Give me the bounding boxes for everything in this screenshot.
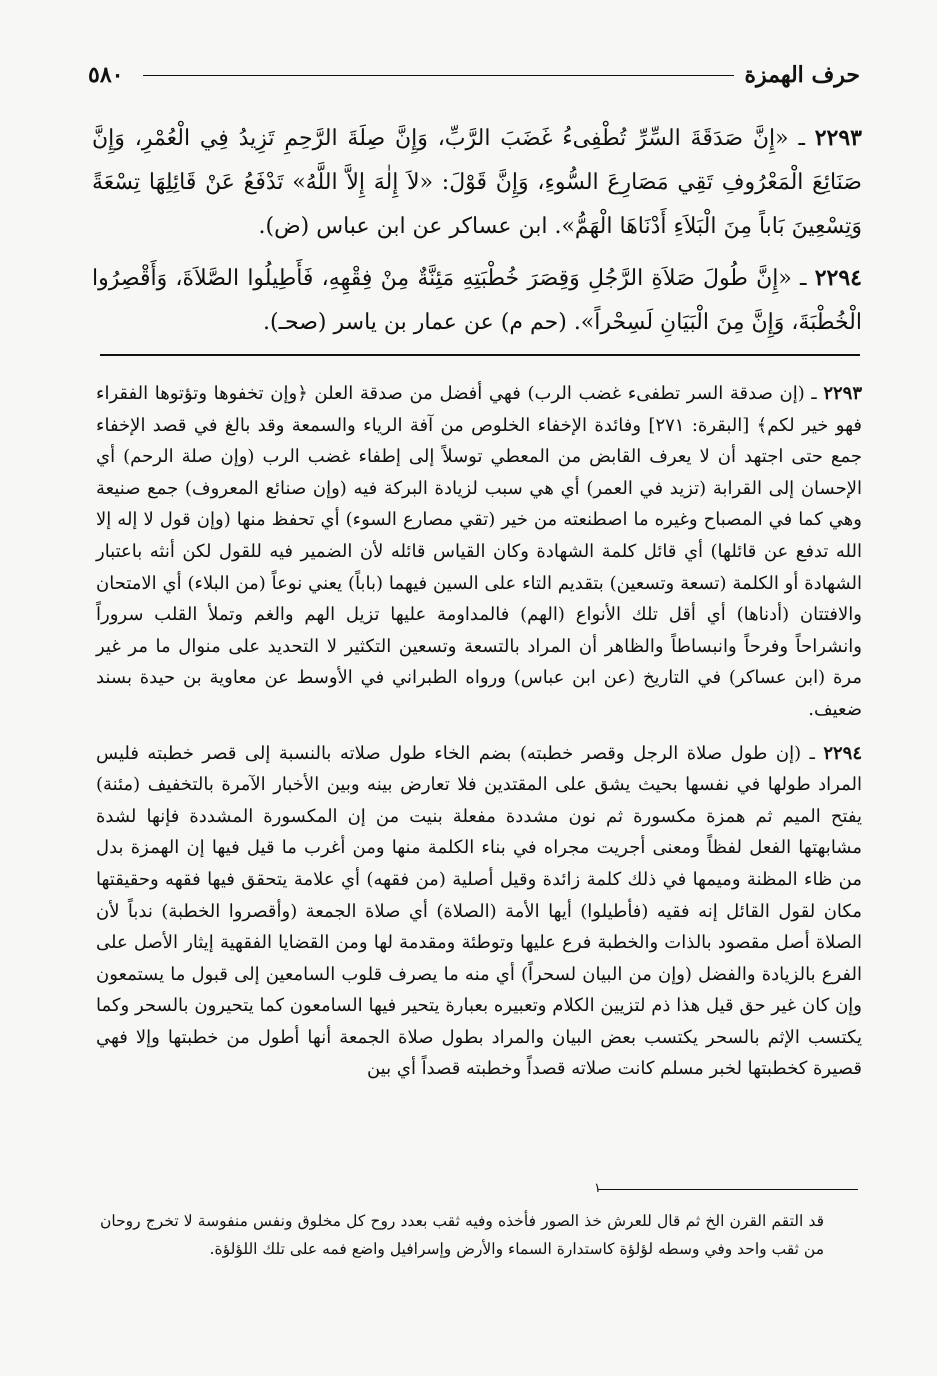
hadith-2294 (92, 256, 862, 345)
commentary-text: ـ (إن طول صلاة الرجل وقصر خطبته) بضم الخاء طول صلاته بالنسبة إلى قصر خطبته فليس المراد طولها في نفسها بحيث يشق على المقتدين فلا تعارض بينه وبين الأخبار الآمرة بالتخفيف (مئنة) يفتح الميم ثم همزة مكسورة ثم نون مشددة مفعلة بنيت من إن المكسورة المشددة فإنها لشدة مشابهتها الفعل لفظاً ومعنى أجريت مجراه في بناء الكلمة منها ومن أغرب ما قيل فيها إن الهمزة بدل من ظاء المظنة وميمها في ذلك كلمة زائدة وقيل أصلية (من فقهه) أي علامة يتحقق فيها فقهه وحقيقتها مكان لقول القائل إنه فقيه (فأطيلوا) أيها الأمة (الصلاة) أي صلاة الجمعة (وأقصروا الخطبة) ندباً لأن الصلاة أصل مقصود بالذات والخطبة فرع عليها وتوطئة ومقدمة لها ومن القضايا الفقهية إيثار الأصل على الفرع بالزيادة والفضل (وإن من البيان لسحراً) أي منه ما يصرف قلوب السامعين إلى قبول ما يستمعون وإن كان غير حق قيل هذا ذم لتزيين الكلام وتعبيره بعبارة يتحير فيها السامعون كما يتحيرون بالسحر وكما يكتسب الإثم بالسحر يكتسب بعض البيان والمراد بطول صلاة الجمعة أنها أطول من خطبتها وإلا فهي قصيرة كخطبتها لخبر مسلم كانت صلاته قصداً وخطبته قصداً أي بين (96, 742, 862, 1080)
hadith-text: ـ «إِنَّ صَدَقَةَ السِّرِّ تُطْفِىءُ غَضَبَ الرَّبِّ، وَإِنَّ صِلَةَ الرَّحِمِ تَزِيدُ فِي الْعُمْرِ، وَإِنَّ صَنَائِعَ الْمَعْرُوفِ تَقِي مَصَارِعَ السُّوءِ، وَإِنَّ قَوْلَ: «لاَ إِلٰهَ إِلاَّ اللَّهُ» تَدْفَعُ عَنْ قَائِلِهَا تِسْعَةً وَتِسْعِينَ بَاباً مِنَ الْبَلاَءِ أَدْنَاهَا الْهَمُّ». ابن عساكر عن ابن عباس (ض). (92, 126, 862, 239)
page-header (88, 58, 860, 92)
header-rule (143, 75, 734, 76)
text-separator (100, 354, 860, 356)
commentary-number: ٢٢٩٣ (823, 383, 862, 404)
footnote (100, 1207, 824, 1263)
commentary (96, 378, 862, 1097)
page-number: ٥٨٠ (88, 62, 124, 88)
footnote-separator (598, 1189, 858, 1190)
hadith-number: ٢٢٩٣ (814, 125, 862, 151)
footnote-text: قد التقم القرن الخ ثم قال للعرش خذ الصور فأخذه وفيه ثقب بعدد روح كل مخلوق ونفس منفوسة لا تخرج روحان من ثقب واحد وفي وسطه لؤلؤة كاستدارة السماء والأرض وإسرافيل واضع فمه على تلك اللؤلؤة. (100, 1212, 824, 1258)
commentary-2294 (96, 738, 862, 1086)
commentary-text: ـ (إن صدقة السر تطفىء غضب الرب) فهي أفضل من صدقة العلن ﴿وإن تخفوها وتؤتوها الفقراء فهو خير لكم﴾ [البقرة: ٢٧١] وفائدة الإخفاء الخلوص من آفة الرياء والسمعة وقد بالغ في قصد الإخفاء جمع حتى اجتهد أن لا يعرف القابض من المعطي توسلاً إلى إطفاء غضب الرب (وإن صلة الرحم) أي الإحسان إلى القرابة (تزيد في العمر) أي هي سبب لزيادة البركة فيه (وإن صنائع المعروف) جمع صنيعة وهي كما في المصباح وغيره ما اصطنعته من خير (تقي مصارع السوء) أي تحفظ منها (وإن قول لا إله إلا الله تدفع عن قائلها) أي قائل كلمة الشهادة وكان القياس قائله لأن الضمير فيه للقول لكن أنثه باعتبار الشهادة أو الكلمة (تسعة وتسعين) بتقديم التاء على السين فيهما (باباً) يعني نوعاً (من البلاء) أي الامتحان والافتتان (أدناها) أي أقل تلك الأنواع (الهم) فالمداومة عليها تزيل الهم والغم وتملأ القلب سروراً وانشراحاً وفرحاً وانبساطاً والظاهر أن المراد بالتسعة وتسعين التكثير لا التحديد على منوال ما مر غير مرة (ابن عساكر) في التاريخ (عن ابن عباس) ورواه الطبراني في الأوسط عن معاوية بن حيدة بسند ضعيف. (96, 383, 862, 720)
commentary-2293 (96, 378, 862, 726)
commentary-number: ٢٢٩٤ (823, 742, 862, 764)
hadith-text: ـ «إِنَّ طُولَ صَلاَةِ الرَّجُلِ وَقِصَرَ خُطْبَتِهِ مَئِنَّةٌ مِنْ فِقْهِهِ، فَأَطِيلُوا الصَّلاَةَ، وَأَقْصِرُوا الْخُطْبَةَ، وَإِنَّ مِنَ الْبَيَانِ لَسِحْراً». (حم م) عن عمار بن ياسر (صحـ). (92, 266, 862, 335)
footnote-marker: ١ (594, 1181, 601, 1196)
hadith-2293 (92, 116, 862, 249)
section-title: حرف الهمزة (744, 62, 860, 88)
hadith-number: ٢٢٩٤ (814, 265, 862, 291)
